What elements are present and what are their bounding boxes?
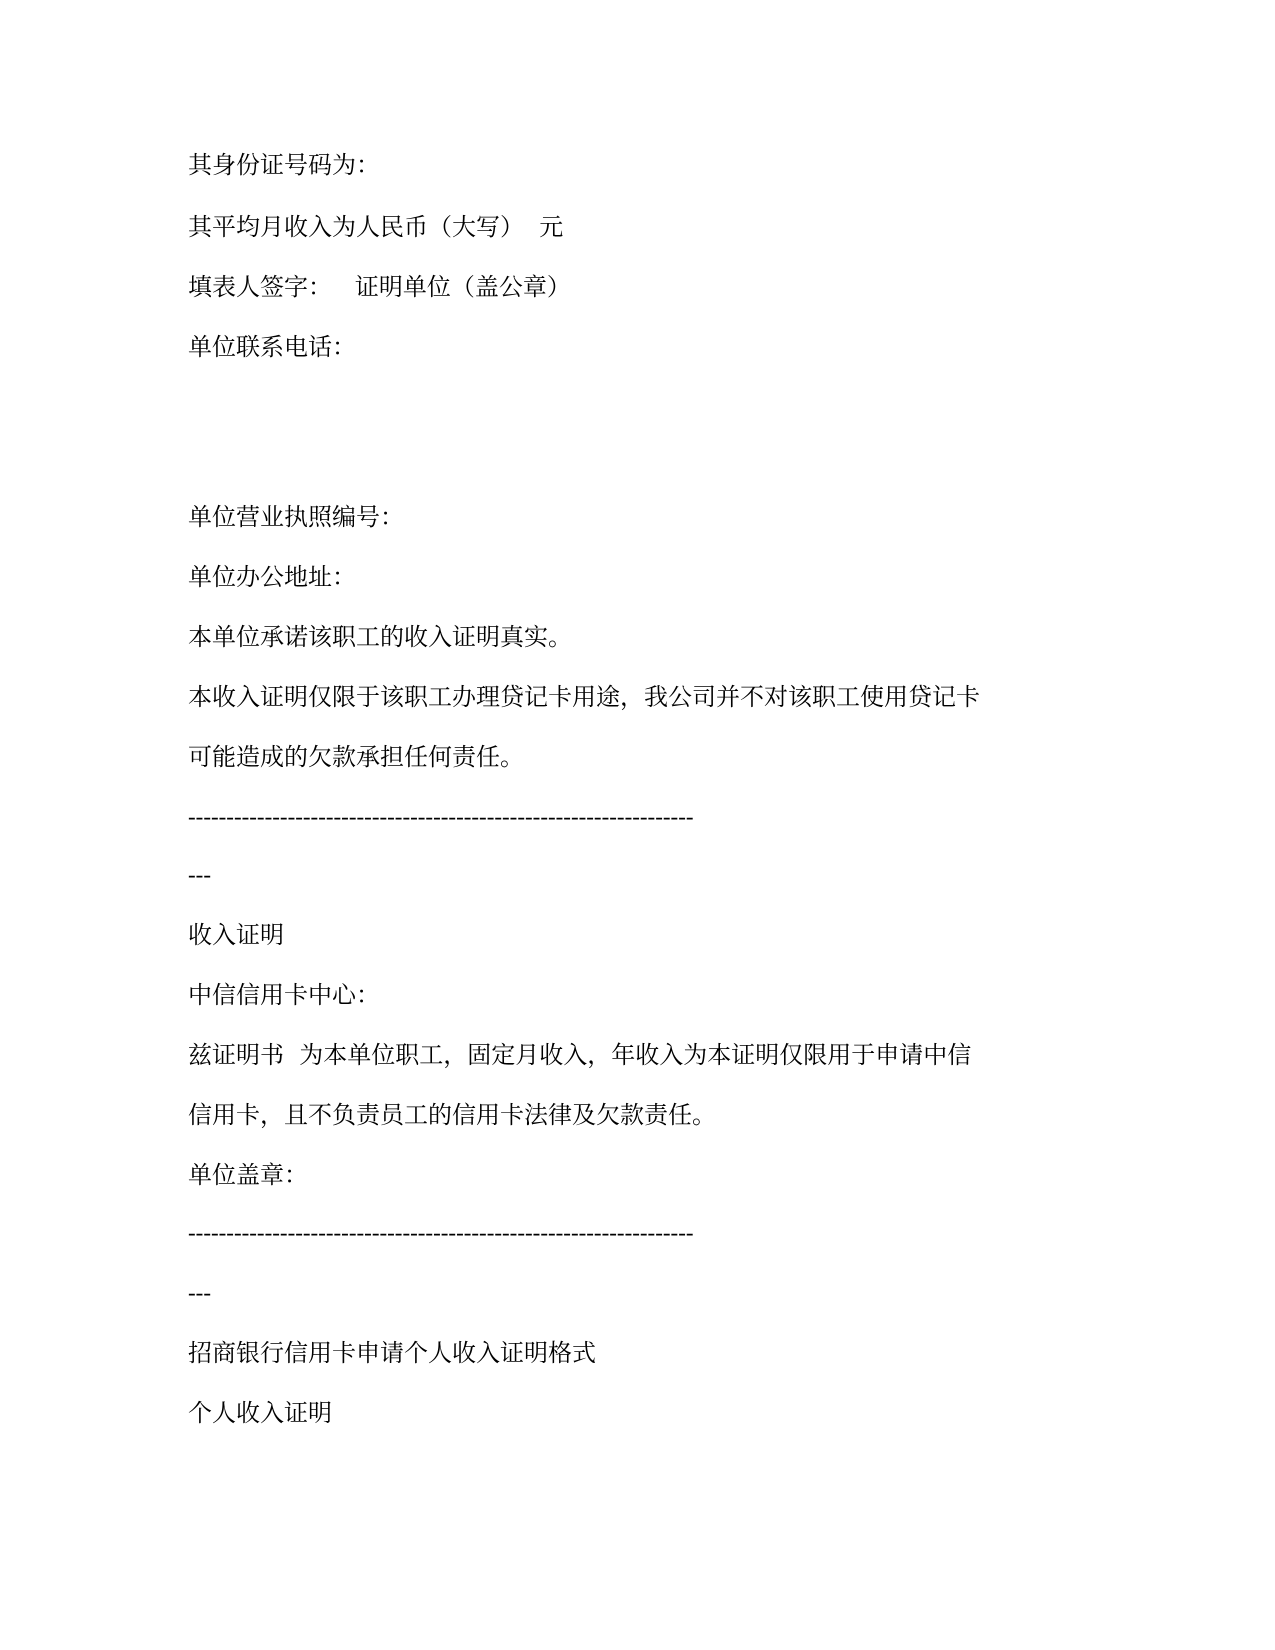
signature-line: 填表人签字： 证明单位（盖公章）: [188, 273, 571, 301]
office-address-line: 单位办公地址：: [188, 563, 356, 591]
id-number-line: 其身份证号码为：: [188, 151, 380, 179]
section-title-income-proof: 收入证明: [188, 921, 284, 949]
certification-line-2: 信用卡，且不负责员工的信用卡法律及欠款责任。: [188, 1101, 716, 1129]
monthly-income-line: 其平均月收入为人民币（大写） 元: [188, 213, 564, 241]
separator-line: ------------------------------------------------------------------: [188, 804, 694, 829]
disclaimer-line-1: 本收入证明仅限于该职工办理贷记卡用途，我公司并不对该职工使用贷记卡: [188, 683, 980, 711]
section-title-personal-income-proof: 个人收入证明: [188, 1399, 332, 1427]
commitment-line: 本单位承诺该职工的收入证明真实。: [188, 623, 572, 651]
separator-tail: ---: [188, 862, 211, 887]
company-seal-line: 单位盖章：: [188, 1161, 308, 1189]
separator-line: ------------------------------------------------------------------: [188, 1220, 694, 1245]
separator-tail: ---: [188, 1280, 211, 1305]
certification-line-1: 兹证明书 为本单位职工，固定月收入，年收入为本证明仅限用于申请中信: [188, 1041, 972, 1069]
contact-phone-line: 单位联系电话：: [188, 333, 356, 361]
business-license-line: 单位营业执照编号：: [188, 503, 404, 531]
section-title-cmb-format: 招商银行信用卡申请个人收入证明格式: [188, 1339, 596, 1367]
disclaimer-line-2: 可能造成的欠款承担任何责任。: [188, 743, 524, 771]
addressee-line: 中信信用卡中心：: [188, 981, 380, 1009]
